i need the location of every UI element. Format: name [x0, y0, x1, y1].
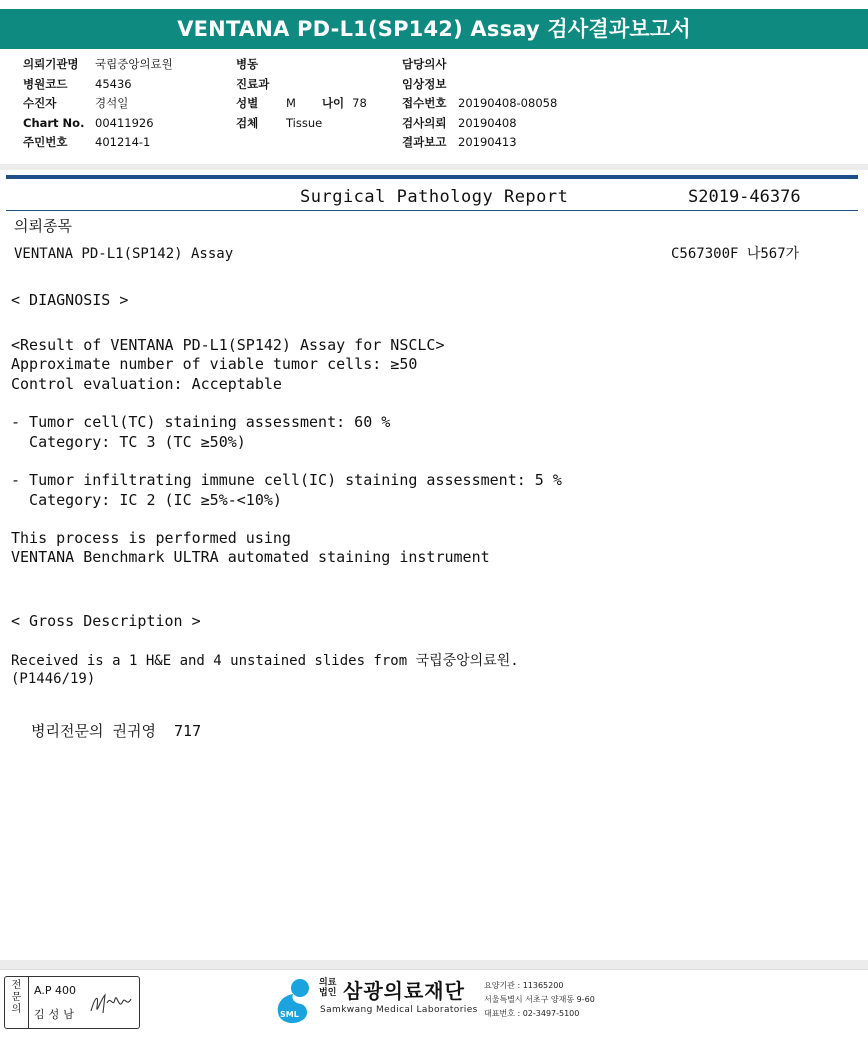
item-code: C567300F 나567가 [671, 246, 800, 262]
info-label: 수진자 [23, 96, 57, 110]
report-heading [6, 183, 858, 211]
organization-name: 삼광의료재단 [343, 979, 465, 1003]
organization-contact [484, 979, 595, 1021]
signature-mark [87, 989, 137, 1019]
info-label: 접수번호 [402, 96, 447, 110]
logo-small-line: 의료 [319, 978, 337, 988]
process-line: VENTANA Benchmark ULTRA automated staining instrument [11, 548, 490, 566]
info-value: 20190408 [458, 115, 517, 130]
info-row-clinical-info [402, 75, 557, 95]
patient-info-column-3 [402, 55, 557, 153]
gross-line: (P1446/19) [11, 671, 96, 687]
info-label: 진료과 [236, 76, 270, 91]
report-top-rule [6, 175, 858, 179]
ic-category-line: Category: IC 2 (IC ≥5%-<10%) [11, 491, 282, 509]
info-row-sex-age [236, 94, 367, 114]
info-label: 주민번호 [23, 135, 68, 149]
report-number: S2019-46376 [688, 187, 801, 207]
info-label: 검사의뢰 [402, 115, 447, 130]
info-row-specimen [236, 114, 367, 134]
info-value: 45436 [95, 76, 132, 91]
contact-line: 요양기관 : 11365200 [484, 981, 564, 990]
info-label: 성별 [236, 96, 259, 110]
info-value: Tissue [286, 115, 323, 130]
diagnosis-result-line: Approximate number of viable tumor cells: ≥50 [11, 355, 418, 373]
logo-small-line: 법인 [319, 988, 337, 998]
footer-divider [0, 960, 868, 970]
info-value: 00411926 [95, 115, 154, 130]
contact-line: 서울특별시 서초구 양재동 9-60 [484, 995, 595, 1004]
info-label: 담당의사 [402, 57, 447, 71]
report-title: Surgical Pathology Report [300, 187, 569, 207]
document-title: VENTANA PD-L1(SP142) Assay 검사결과보고서 [177, 17, 691, 41]
info-value: M [286, 96, 296, 110]
stamp-license: A.P 400 [34, 984, 76, 997]
logo-badge-text: SML [280, 1010, 299, 1019]
info-row-resident-no [23, 133, 173, 153]
info-label: 의뢰기관명 [23, 57, 79, 71]
age-value: 78 [352, 96, 367, 110]
info-row-physician [402, 55, 557, 75]
diagnosis-result-line: Control evaluation: Acceptable [11, 375, 282, 393]
item-label: 의뢰종목 [14, 217, 72, 235]
diagnosis-heading: < DIAGNOSIS > [11, 291, 129, 309]
patient-info-column-2 [236, 55, 367, 133]
stamp-name: 김성남 [34, 1008, 78, 1021]
info-label: 결과보고 [402, 135, 447, 149]
item-name: VENTANA PD-L1(SP142) Assay [14, 246, 234, 262]
info-label: 임상정보 [402, 76, 447, 91]
info-row-patient [23, 94, 173, 114]
tc-category-line: Category: TC 3 (TC ≥50%) [11, 433, 246, 451]
info-row-ward [236, 55, 367, 75]
info-row-report-date [402, 133, 557, 153]
info-row-accession-no [402, 94, 557, 114]
age-label: 나이 [321, 96, 345, 110]
process-line: This process is performed using [11, 529, 291, 547]
sml-logo-icon [273, 978, 317, 1026]
info-value: 경석일 [95, 96, 129, 110]
organization-english-name: Samkwang Medical Laboratories [320, 1005, 478, 1015]
stamp-vertical-label [5, 977, 29, 1028]
info-value: 401214-1 [95, 135, 151, 149]
pathologist-stamp [4, 976, 140, 1029]
info-row-request-date [402, 114, 557, 134]
ic-assessment-line: - Tumor infiltrating immune cell(IC) staining assessment: 5 % [11, 471, 562, 489]
info-value: 20190408-08058 [458, 96, 558, 110]
stamp-vertical-text: 전문의 [11, 980, 22, 1015]
logo-corporate-label [319, 978, 336, 998]
info-value: 20190413 [458, 135, 517, 149]
tc-assessment-line: - Tumor cell(TC) staining assessment: 60 % [11, 413, 391, 431]
info-row-chart-no [23, 114, 173, 134]
header-divider [0, 164, 868, 170]
info-value: 국립중앙의료원 [95, 57, 173, 71]
info-label: 병원코드 [23, 76, 68, 91]
contact-line: 대표번호 : 02-3497-5100 [484, 1009, 580, 1018]
info-label: 검체 [236, 115, 259, 130]
info-label: Chart No. [23, 115, 85, 130]
info-row-department [236, 75, 367, 95]
info-label: 병동 [236, 57, 259, 71]
patient-info-column-1 [23, 55, 173, 153]
info-row-institution [23, 55, 173, 75]
diagnosis-result-line: <Result of VENTANA PD-L1(SP142) Assay for NSCLC> [11, 336, 445, 354]
info-row-hospital-code [23, 75, 173, 95]
report-title-bar [0, 9, 868, 49]
gross-line: Received is a 1 H&E and 4 unstained slides from 국립중앙의료원. [11, 653, 519, 669]
gross-heading: < Gross Description > [11, 612, 201, 630]
pathologist-line: 병리전문의 권귀영 717 [31, 722, 202, 740]
